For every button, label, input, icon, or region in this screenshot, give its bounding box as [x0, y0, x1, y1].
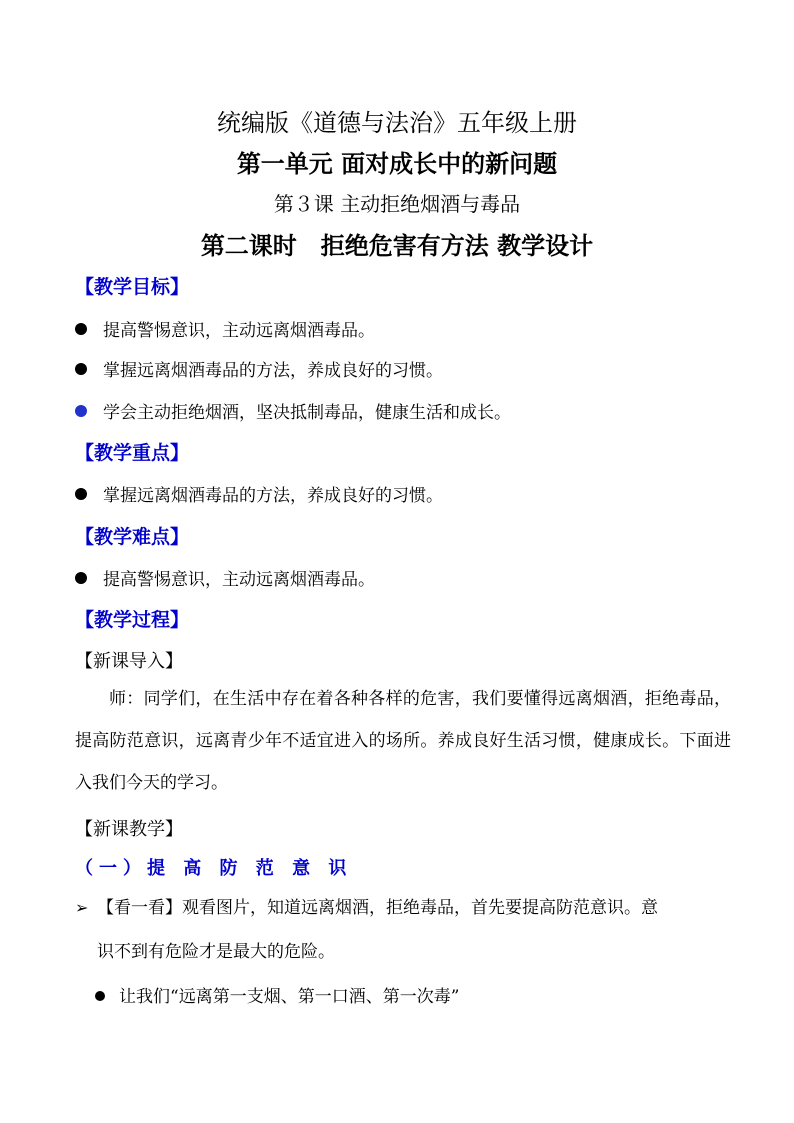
bullet-icon	[75, 405, 87, 417]
lesson-title: 第３课 主动拒绝烟酒与毒品	[273, 192, 521, 216]
look-item: ➢ 【看一看】观看图片，知道远离烟酒，拒绝毒品，首先要提高防范意识。意 识不到有危险才是最大的危险。	[75, 886, 731, 974]
difficulty-item: 提高警惕意识，主动远离烟酒毒品。	[75, 565, 375, 590]
process-heading: 【教学过程】	[75, 609, 190, 631]
bullet-icon	[75, 488, 87, 500]
document-title: 统编版《道德与法治》五年级上册	[217, 109, 577, 137]
unit-title: 第一单元 面对成长中的新问题	[236, 150, 558, 178]
slogan-item: 让我们“远离第一支烟、第一口酒、第一次毒”	[95, 982, 459, 1007]
session-title: 第二课时 拒绝危害有方法 教学设计	[200, 231, 594, 260]
bullet-icon	[75, 363, 87, 375]
section-one-title: （一）提 高 防 范 意 识	[75, 858, 353, 879]
objective-item: 掌握远离烟酒毒品的方法，养成良好的习惯。	[75, 356, 443, 381]
objective-item: 学会主动拒绝烟酒，坚决抵制毒品，健康生活和成长。	[75, 398, 511, 423]
intro-label: 【新课导入】	[75, 651, 183, 672]
objective-item: 提高警惕意识，主动远离烟酒毒品。	[75, 316, 375, 341]
bullet-icon	[75, 572, 87, 584]
objectives-heading: 【教学目标】	[75, 276, 190, 298]
bullet-icon	[75, 323, 87, 335]
key-point-item: 掌握远离烟酒毒品的方法，养成良好的习惯。	[75, 481, 443, 506]
difficulties-heading: 【教学难点】	[75, 526, 190, 548]
intro-paragraph: 师：同学们，在生活中存在着各种各样的危害，我们要懂得远离烟酒，拒绝毒品，提高防范意识，远离青少年不适宜进入的场所。养成良好生活习惯，健康成长。下面进入我们今天的学习。	[75, 689, 731, 793]
arrow-bullet-icon: ➢	[75, 898, 89, 917]
key-points-heading: 【教学重点】	[75, 442, 190, 464]
bullet-icon	[95, 991, 105, 1001]
teaching-label: 【新课教学】	[75, 819, 183, 840]
